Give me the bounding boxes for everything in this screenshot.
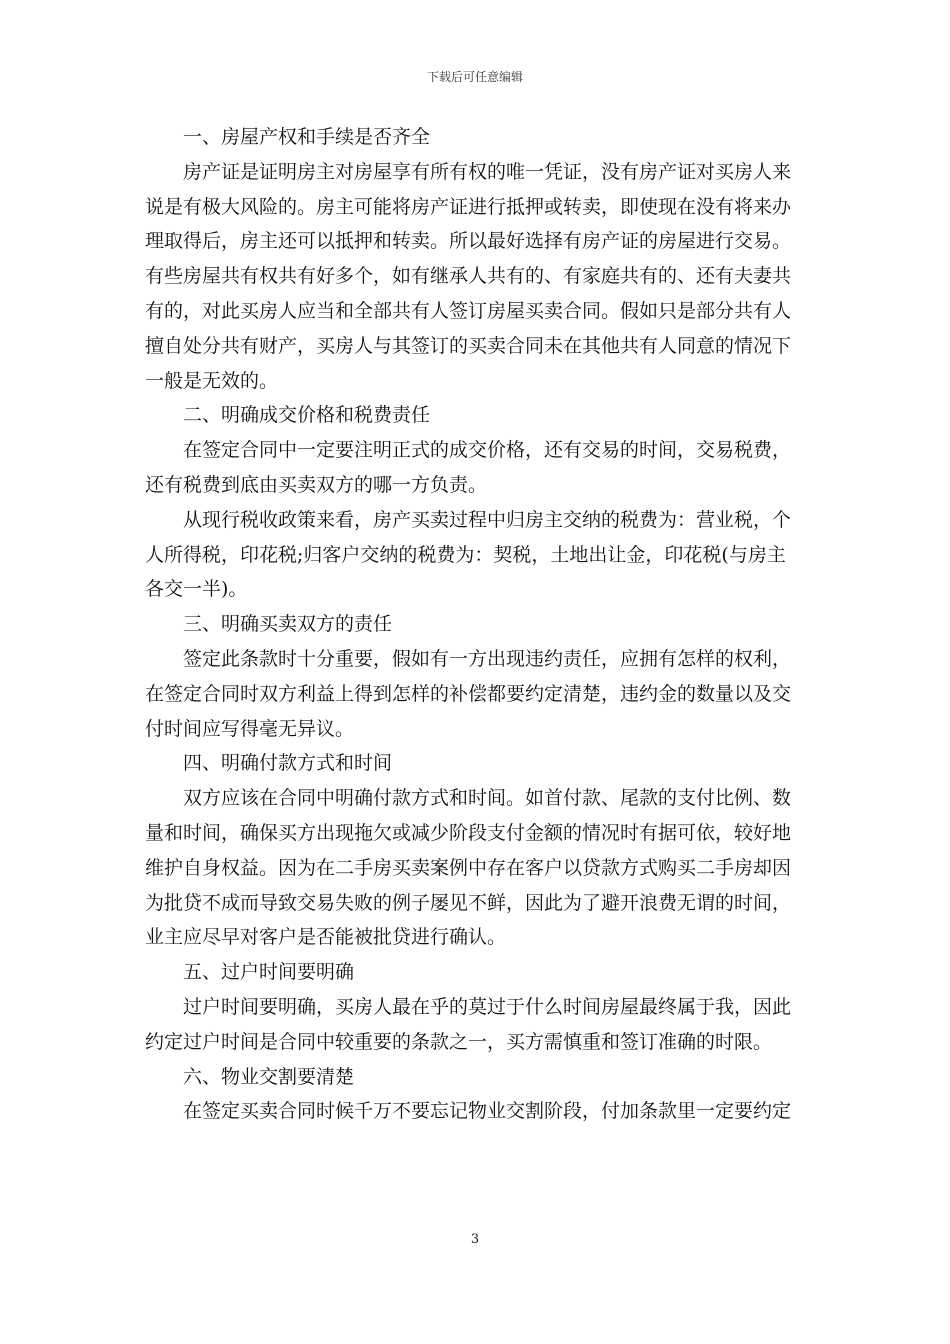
text-line: 有些房屋共有权共有好多个，如有继承人共有的、有家庭共有的、还有夫妻共 — [145, 265, 792, 288]
text-line: 维护自身权益。因为在二手房买卖案例中存在客户以贷款方式购买二手房却因 — [145, 856, 792, 879]
text-line: 四、明确付款方式和时间 — [183, 752, 393, 775]
text-line: 为批贷不成而导致交易失败的例子屡见不鲜，因此为了避开浪费无谓的时间， — [145, 891, 792, 914]
text-line: 双方应该在合同中明确付款方式和时间。如首付款、尾款的支付比例、数 — [183, 787, 792, 810]
text-line: 二、明确成交价格和税费责任 — [183, 404, 431, 427]
text-line: 在签定合同时双方利益上得到怎样的补偿都要约定清楚，违约金的数量以及交 — [145, 682, 792, 705]
text-line: 从现行税收政策来看，房产买卖过程中归房主交纳的税费为：营业税，个 — [183, 508, 792, 531]
text-line: 说是有极大风险的。房主可能将房产证进行抵押或转卖，即使现在没有将来办 — [145, 195, 792, 218]
text-line: 一、房屋产权和手续是否齐全 — [183, 126, 431, 148]
text-line: 六、物业交割要清楚 — [183, 1065, 355, 1088]
document-body — [145, 120, 807, 1129]
text-line: 付时间应写得毫无异议。 — [145, 717, 355, 740]
text-line: 量和时间，确保买方出现拖欠或减少阶段支付金额的情况时有据可依，较好地 — [145, 821, 792, 844]
text-line: 签定此条款时十分重要，假如有一方出现违约责任，应拥有怎样的权利， — [183, 647, 792, 670]
text-line: 擅自处分共有财产，买房人与其签订的买卖合同未在其他共有人同意的情况下 — [145, 334, 792, 357]
text-line: 理取得后，房主还可以抵押和转卖。所以最好选择有房产证的房屋进行交易。 — [145, 230, 792, 253]
text-line: 有的，对此买房人应当和全部共有人签订房屋买卖合同。假如只是部分共有人 — [145, 299, 792, 322]
page-header: 下载后可任意编辑 — [426, 70, 523, 84]
text-line: 五、过户时间要明确 — [183, 961, 355, 984]
text-line: 一般是无效的。 — [145, 369, 279, 392]
page-number: 3 — [470, 1232, 480, 1247]
text-line: 在签定合同中一定要注明正式的成交价格，还有交易的时间，交易税费， — [183, 439, 792, 462]
text-line: 人所得税，印花税;归客户交纳的税费为：契税，土地出让金，印花税(与房主 — [145, 543, 786, 566]
text-line: 业主应尽早对客户是否能被批贷进行确认。 — [145, 926, 507, 949]
text-line: 房产证是证明房主对房屋享有所有权的唯一凭证，没有房产证对买房人来 — [183, 160, 792, 183]
text-line: 三、明确买卖双方的责任 — [183, 613, 393, 636]
text-line: 在签定买卖合同时候千万不要忘记物业交割阶段，付加条款里一定要约定 — [183, 1100, 792, 1123]
text-line: 各交一半)。 — [145, 578, 248, 601]
text-line: 过户时间要明确，买房人最在乎的莫过于什么时间房屋最终属于我，因此 — [183, 995, 792, 1018]
text-line: 还有税费到底由买卖双方的哪一方负责。 — [145, 473, 488, 496]
text-line: 约定过户时间是合同中较重要的条款之一，买方需慎重和签订准确的时限。 — [145, 1030, 773, 1053]
